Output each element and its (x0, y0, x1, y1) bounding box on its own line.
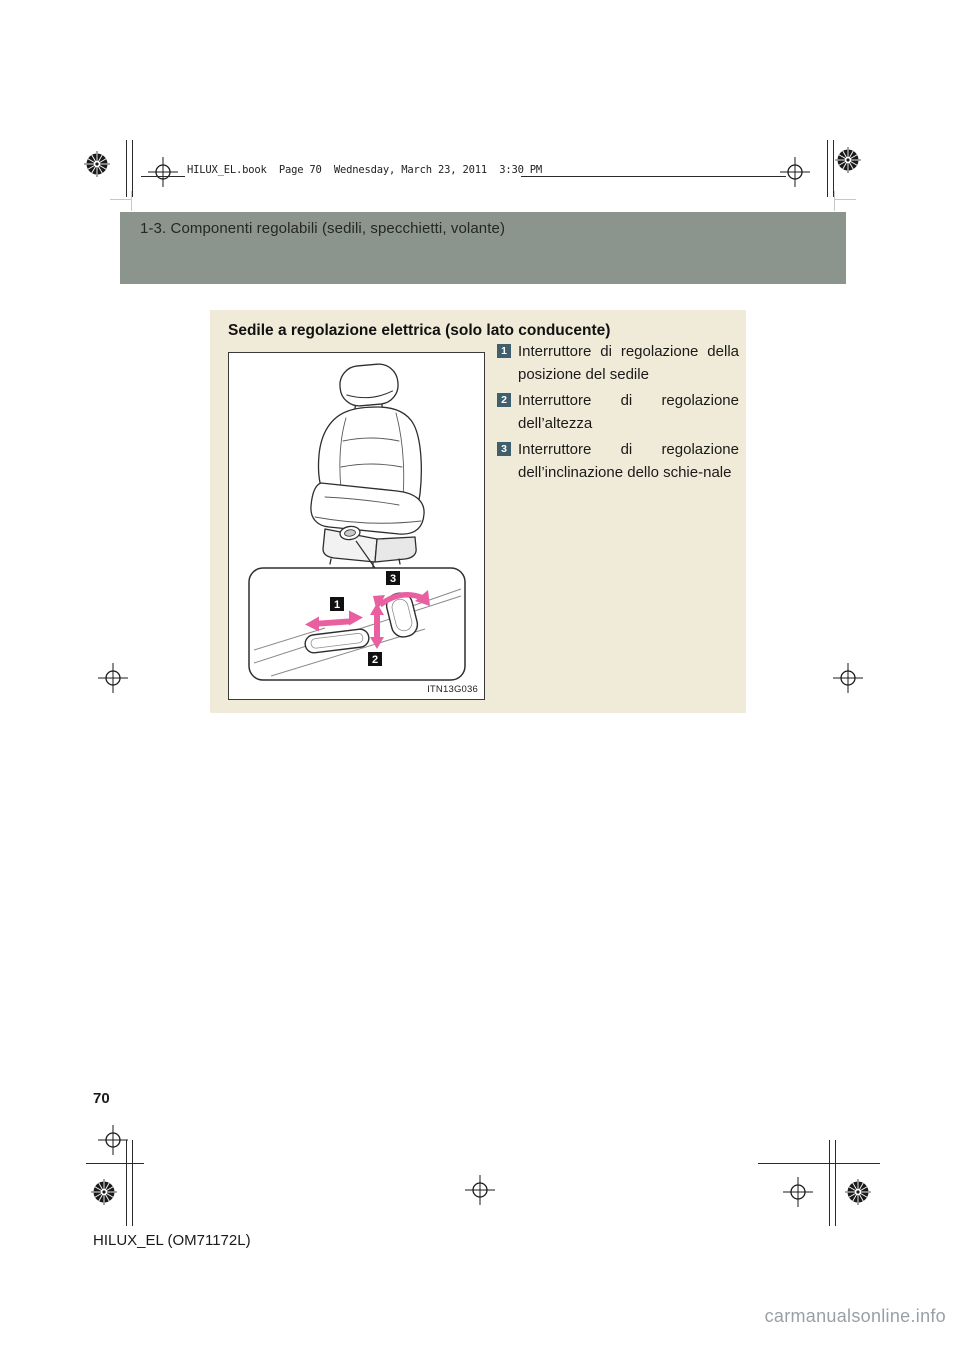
figure-callout-1: 1 (333, 599, 341, 611)
list-item-text: Interruttore di regolazione della posizione del sedile (518, 343, 739, 383)
seat-headrest (338, 363, 399, 408)
switch-detail-panel (249, 568, 465, 680)
registration-starburst-icon (84, 151, 110, 177)
section-header-band (120, 212, 846, 284)
list-item (497, 340, 742, 386)
list-item-number: 2 (497, 393, 511, 407)
crop-mark-line (86, 1163, 144, 1164)
registration-crosshair-icon (465, 1175, 495, 1205)
registration-crosshair-icon (783, 1177, 813, 1207)
registration-crosshair-icon (833, 663, 863, 693)
registration-crosshair-icon (98, 663, 128, 693)
list-item-text: Interruttore di regolazione dell’altezza (518, 392, 739, 432)
layout-tick (834, 191, 835, 211)
layout-tick (131, 191, 132, 211)
registration-crosshair-icon (98, 1125, 128, 1155)
crop-mark-lines (126, 140, 133, 197)
list-item-number: 3 (497, 442, 511, 456)
print-header: HILUX_EL.book Page 70 Wednesday, March 23, 2011 3:30 PM (187, 164, 543, 176)
document-footer: HILUX_EL (OM71172L) (93, 1232, 251, 1249)
figure-callout-2: 2 (371, 654, 379, 666)
list-item-number: 1 (497, 344, 511, 358)
registration-crosshair-icon (780, 157, 810, 187)
layout-tick (110, 199, 132, 200)
crop-mark-line (758, 1163, 880, 1164)
section-header-title: 1-3. Componenti regolabili (sedili, specchietti, volante) (140, 220, 506, 237)
registration-starburst-icon (845, 1179, 871, 1205)
registration-starburst-icon (91, 1179, 117, 1205)
legend-list (497, 340, 742, 487)
figure-callout-3: 3 (389, 573, 397, 585)
list-item-text: Interruttore di regolazione dell’inclinazione dello schie-nale (518, 441, 739, 481)
header-rule-right (521, 176, 786, 177)
registration-crosshair-icon (148, 157, 178, 187)
registration-starburst-icon (835, 147, 861, 173)
header-rule-left (141, 176, 185, 177)
seat-illustration (229, 353, 484, 699)
watermark: carmanualsonline.info (764, 1306, 946, 1326)
figure-box (228, 352, 485, 700)
figure-code: ITN13G036 (427, 684, 478, 695)
content-panel (210, 310, 746, 713)
crop-mark-lines (829, 1140, 836, 1226)
crop-mark-lines (126, 1140, 133, 1226)
crop-mark-lines (827, 140, 834, 197)
list-item (497, 438, 742, 484)
layout-tick (834, 199, 856, 200)
page-number: 70 (93, 1090, 110, 1107)
content-title: Sedile a regolazione elettrica (solo lato conducente) (228, 322, 611, 339)
list-item (497, 389, 742, 435)
